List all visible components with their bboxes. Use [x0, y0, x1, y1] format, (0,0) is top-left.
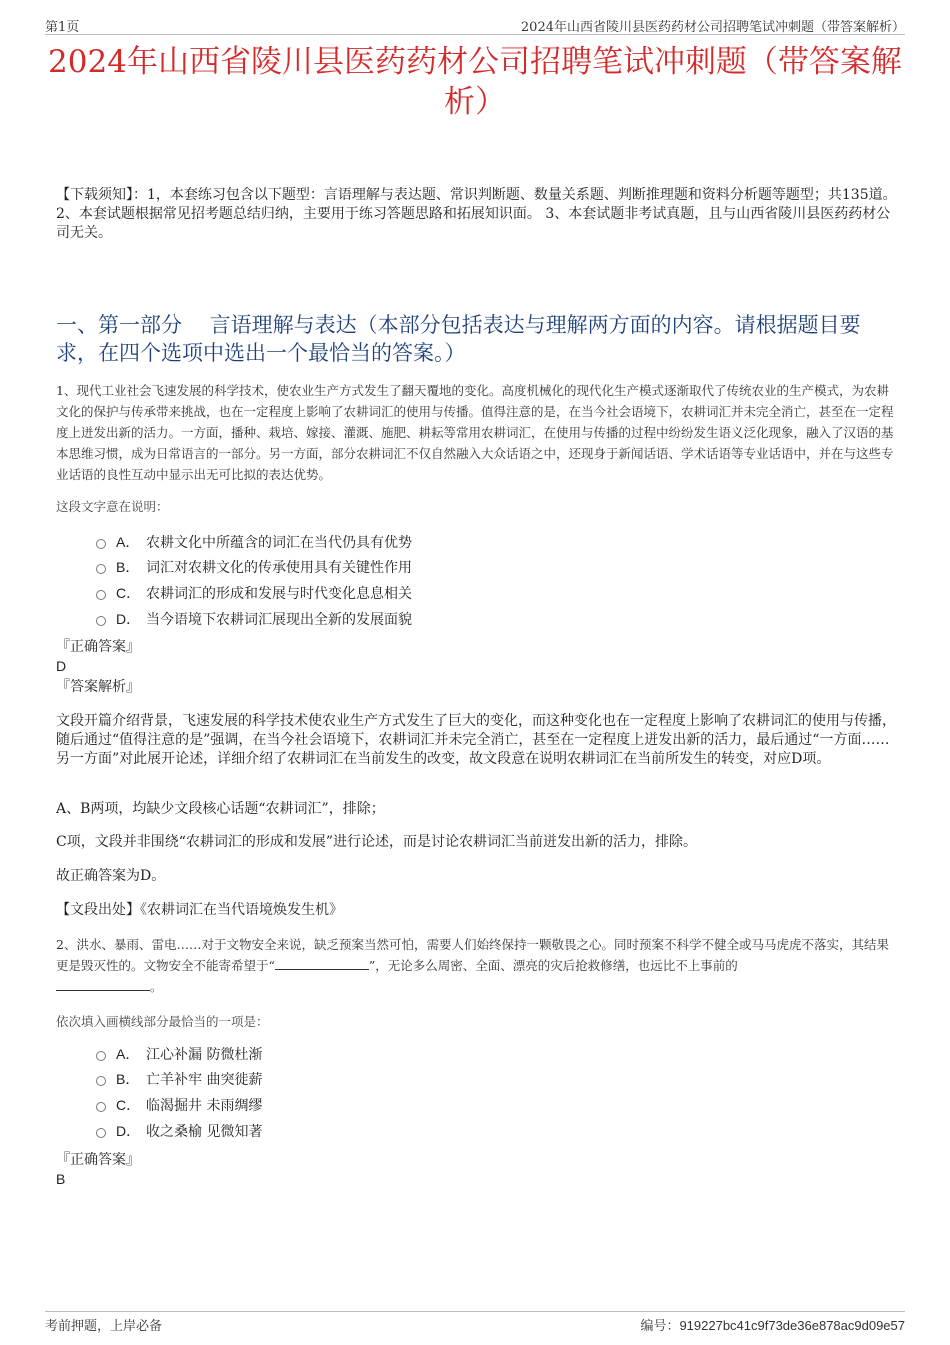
blank-line	[56, 978, 150, 991]
option-d[interactable]: D． 当今语境下农耕词汇展现出全新的发展面貌	[96, 606, 412, 632]
answer-value: B	[56, 1171, 66, 1187]
radio-icon[interactable]	[96, 564, 106, 574]
option-c[interactable]: C． 农耕词汇的形成和发展与时代变化息息相关	[96, 580, 412, 606]
page-footer	[45, 1311, 905, 1334]
option-b[interactable]: B． 亡羊补牢 曲突徙薪	[96, 1067, 262, 1093]
page-number: 第1页	[45, 20, 80, 35]
option-text: 当今语境下农耕词汇展现出全新的发展面貌	[146, 611, 412, 628]
question-1-text: 1、现代工业社会飞速发展的科学技术，使农业生产方式发生了翻天覆地的变化。高度机械化的现代化生产模式逐渐取代了传统农业的生产模式，为农耕文化的保护与传承带来挑战，也在一定程度上影响了农耕词汇的使用与传播。值得注意的是，在当今社会语境下，农耕词汇并未完全消亡，甚至在一定程度上迸发出新的活力。一方面，播种、栽培、嫁接、灌溉、施肥、耕耘等常用农耕词汇，在使用与传播的过程中纷纷发生语义泛化现象，融入了汉语的基本思维习惯，成为日常语言的一部分。另一方面，部分农耕词汇不仅自然融入大众话语之中，还现身于新闻话语、学术话语等专业话语中，并在与这些专业话语的良性互动中显示出无可比拟的表达优势。	[56, 383, 894, 482]
analysis-paragraph: A、B两项，均缺少文段核心话题“农耕词汇”，排除；	[56, 801, 385, 817]
radio-icon[interactable]	[96, 1076, 106, 1086]
question-2-prompt: 依次填入画横线部分最恰当的一项是：	[56, 1014, 269, 1029]
analysis-paragraph: C项，文段并非围绕“农耕词汇的形成和发展”进行论述，而是讨论农耕词汇当前迸发出新的活力，排除。	[56, 834, 698, 850]
answer-value: D	[56, 658, 67, 674]
option-text: 农耕词汇的形成和发展与时代变化息息相关	[146, 585, 412, 602]
option-text: 江心补漏 防微杜渐	[146, 1046, 263, 1063]
page-header	[45, 14, 905, 35]
footer-slogan: 考前押题，上岸必备	[45, 1319, 163, 1334]
analysis-paragraph: 故正确答案为D。	[56, 868, 166, 884]
option-b[interactable]: B． 词汇对农耕文化的传承使用具有关键性作用	[96, 555, 412, 581]
radio-icon[interactable]	[96, 1102, 106, 1112]
option-text: 农耕文化中所蕴含的词汇在当代仍具有优势	[146, 534, 412, 551]
option-text: 亡羊补牢 曲突徙薪	[146, 1072, 263, 1089]
answer-label: 『正确答案』	[56, 1152, 140, 1168]
radio-icon[interactable]	[96, 1051, 106, 1061]
question-2-options	[96, 1041, 262, 1143]
analysis-paragraph: 文段开篇介绍背景，飞速发展的科学技术使农业生产方式发生了巨大的变化，而这种变化也在一定程度上影响了农耕词汇的使用与传播，随后通过“值得注意的是”强调，在当今社会语境下，农耕词汇并未完全消亡，甚至在一定程度上迸发出新的活力，最后通过“一方面……另一方面”对此展开论述，详细介绍了农耕词汇在当前发生的改变，故文段意在说明农耕词汇在当前所发生的转变，对应D项。	[56, 713, 896, 767]
footer-serial: 编号：919227bc41c9f73de36e878ac9d09e57	[640, 1318, 905, 1333]
option-text: 收之桑榆 见微知著	[146, 1123, 263, 1140]
radio-icon[interactable]	[96, 616, 106, 626]
section-heading: 一、第一部分 言语理解与表达（本部分包括表达与理解两方面的内容。请根据题目要求，在四个选项中选出一个最恰当的答案。）	[56, 313, 861, 365]
option-text: 词汇对农耕文化的传承使用具有关键性作用	[146, 560, 412, 577]
text-source: 【文段出处】《农耕词汇在当代语境焕发生机》	[56, 902, 343, 918]
question-1-options	[96, 529, 412, 631]
option-a[interactable]: A． 江心补漏 防微杜渐	[96, 1041, 262, 1067]
option-c[interactable]: C． 临渴掘井 未雨绸缪	[96, 1092, 262, 1118]
blank-line	[275, 957, 369, 970]
analysis-label: 『答案解析』	[56, 679, 140, 695]
radio-icon[interactable]	[96, 539, 106, 549]
download-notice: 【下载须知】：1，本套练习包含以下题型：言语理解与表达题、常识判断题、数量关系题、判断推理题和资料分析题等题型；共135道。 2、本套试题根据常见招考题总结归纳，主要用于练习答题思路和拓展知识面。 3、本套试题非考试真题，且与山西省陵川县医药药材公司无关。	[56, 187, 897, 241]
question-2-text: 2、洪水、暴雨、雷电……对于文物安全来说，缺乏预案当然可怕，需要人们始终保持一颗敬畏之心。同时预案不科学不健全或马马虎虎不落实，其结果更是毁灭性的。文物安全不能寄希望于“ ”，无论多么周密、全面、漂亮的灾后抢救修缮，也远比不上事前的 。	[56, 937, 889, 994]
option-d[interactable]: D． 收之桑榆 见微知著	[96, 1118, 262, 1144]
header-doc-title: 2024年山西省陵川县医药药材公司招聘笔试冲刺题（带答案解析）	[520, 20, 905, 35]
radio-icon[interactable]	[96, 590, 106, 600]
answer-label: 『正确答案』	[56, 639, 140, 655]
question-1-prompt: 这段文字意在说明：	[56, 499, 169, 514]
radio-icon[interactable]	[96, 1128, 106, 1138]
option-a[interactable]: A． 农耕文化中所蕴含的词汇在当代仍具有优势	[96, 529, 412, 555]
page-title: 2024年山西省陵川县医药药材公司招聘笔试冲刺题（带答案解析）	[48, 44, 902, 120]
option-text: 临渴掘井 未雨绸缪	[146, 1097, 263, 1114]
